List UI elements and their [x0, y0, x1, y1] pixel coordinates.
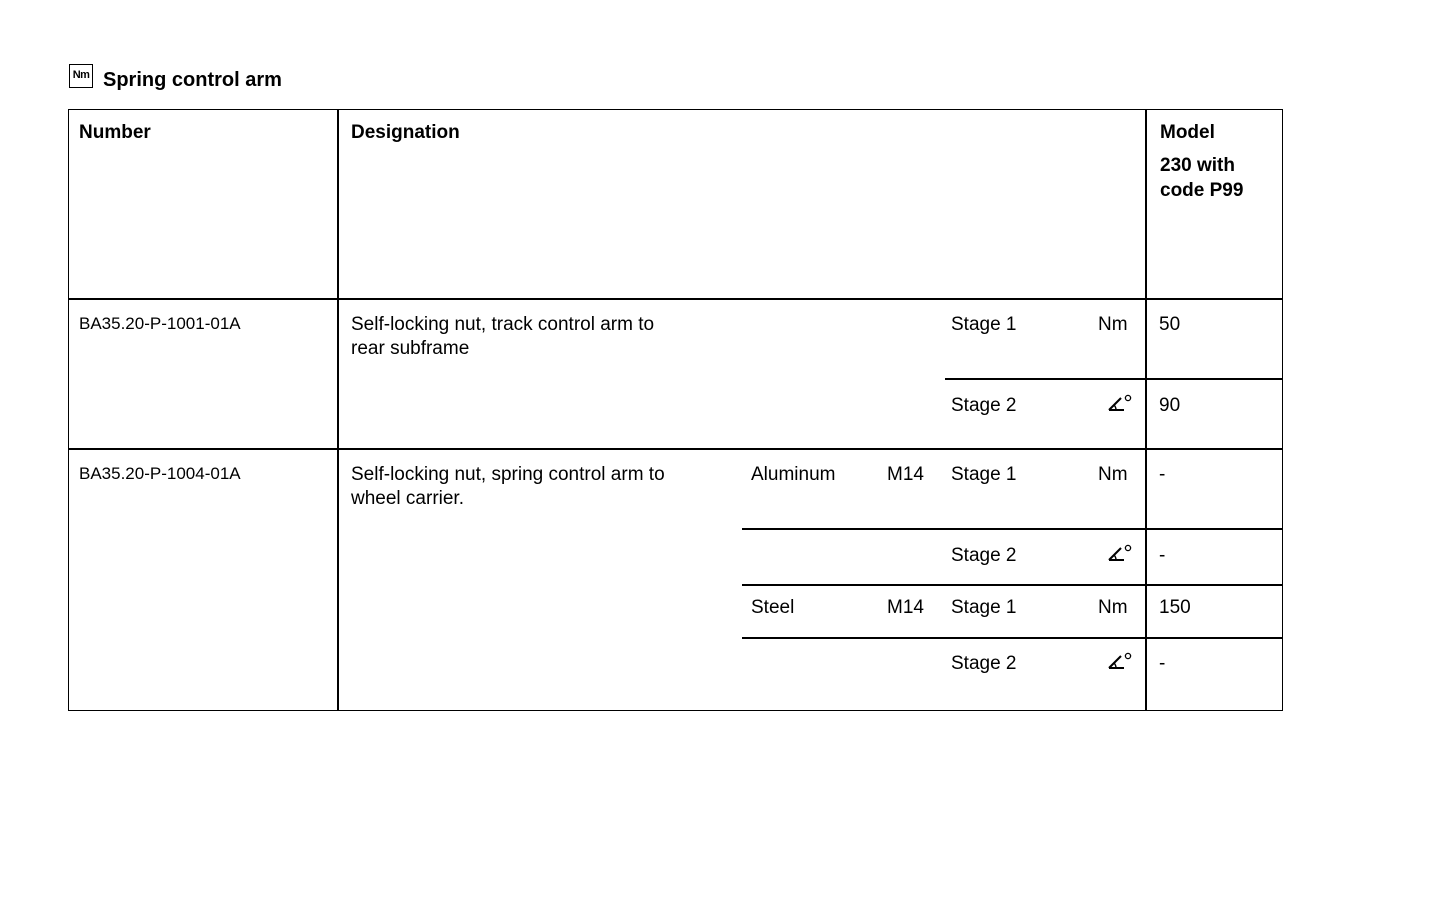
stage-value: -	[1159, 464, 1166, 485]
stage-divider	[742, 584, 1283, 586]
column-divider	[337, 110, 339, 710]
stage-label: Stage 1	[951, 314, 1017, 335]
material-label: Aluminum	[751, 464, 836, 485]
stage-divider	[945, 378, 1283, 380]
stage-unit: Nm	[1098, 597, 1128, 618]
torque-table	[68, 109, 1283, 711]
header-designation: Designation	[351, 122, 460, 143]
angle-degree-icon	[1107, 393, 1133, 415]
header-model-sub: code P99	[1160, 180, 1244, 201]
header-model: Model	[1160, 122, 1215, 143]
row-divider	[68, 298, 1283, 300]
thread-size: M14	[887, 597, 924, 618]
stage-value: -	[1159, 545, 1166, 566]
torque-nm-icon: Nm	[69, 64, 93, 88]
column-divider	[1145, 110, 1147, 710]
stage-divider	[742, 637, 1283, 639]
stage-unit: Nm	[1098, 314, 1128, 335]
stage-value: 150	[1159, 597, 1191, 618]
section-title-text: Spring control arm	[103, 68, 282, 91]
row-designation: rear subframe	[351, 338, 470, 359]
stage-value: 90	[1159, 395, 1181, 416]
stage-label: Stage 2	[951, 545, 1017, 566]
stage-label: Stage 1	[951, 464, 1017, 485]
row-designation: wheel carrier.	[351, 488, 464, 509]
header-model-sub: 230 with	[1160, 155, 1235, 176]
row-number: BA35.20-P-1001-01A	[79, 314, 241, 333]
stage-unit: Nm	[1098, 464, 1128, 485]
stage-label: Stage 1	[951, 597, 1017, 618]
material-label: Steel	[751, 597, 795, 618]
angle-degree-icon	[1107, 651, 1133, 673]
stage-value: 50	[1159, 314, 1181, 335]
row-number: BA35.20-P-1004-01A	[79, 464, 241, 483]
angle-degree-icon	[1107, 543, 1133, 565]
header-number: Number	[79, 122, 151, 143]
section-title	[69, 62, 282, 90]
stage-value: -	[1159, 653, 1166, 674]
row-designation: Self-locking nut, spring control arm to	[351, 464, 665, 485]
stage-label: Stage 2	[951, 395, 1017, 416]
stage-label: Stage 2	[951, 653, 1017, 674]
thread-size: M14	[887, 464, 924, 485]
row-designation: Self-locking nut, track control arm to	[351, 314, 655, 335]
stage-divider	[742, 528, 1283, 530]
row-divider	[68, 448, 1283, 450]
